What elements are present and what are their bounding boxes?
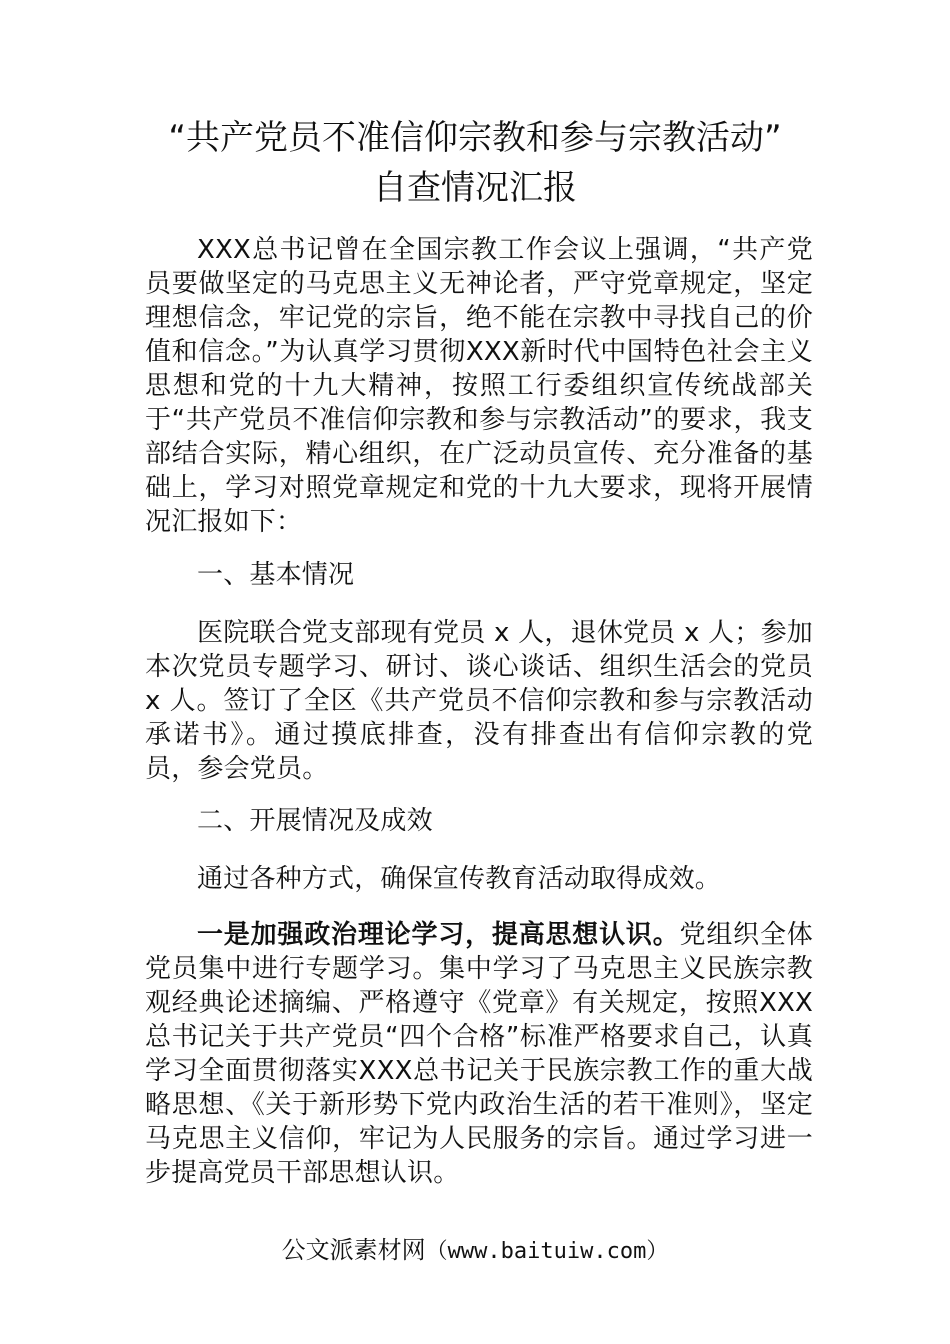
point-1-paragraph [145, 918, 813, 1190]
footer-site-name: 公文派素材网 [281, 1236, 426, 1264]
section-2-intro-paragraph: 通过各种方式，确保宣传教育活动取得成效。 [197, 864, 722, 894]
document-title-line-1: “共产党员不准信仰宗教和参与宗教活动” [168, 118, 782, 158]
point-1-lead: 一是加强政治理论学习，提高思想认识。 [197, 920, 680, 950]
watermark-footer [0, 1234, 950, 1268]
section-1-paragraph: 医院联合党支部现有党员 x 人，退休党员 x 人；参加本次党员专题学习、研讨、谈心谈话、组织生活会的党员 x 人。签订了全区《共产党员不信仰宗教和参与宗教活动承诺书》。通过摸底排查，没有排查出有信仰宗教的党员，参会党员。 [145, 618, 813, 784]
footer-url: （www.baituiw.com） [425, 1239, 669, 1264]
document-title-line-2: 自查情况汇报 [373, 168, 577, 208]
section-1-heading: 一、基本情况 [197, 560, 355, 590]
section-2-heading: 二、开展情况及成效 [197, 806, 433, 836]
point-1-text: 党组织全体党员集中进行专题学习。集中学习了马克思主义民族宗教观经典论述摘编、严格遵守《党章》有关规定，按照XXX总书记关于共产党员“四个合格”标准严格要求自己，认真学习全面贯彻落实XXX总书记关于民族宗教工作的重大战略思想、《关于新形势下党内政治生活的若干准则》，坚定马克思主义信仰，牢记为人民服务的宗旨。通过学习进一步提高党员干部思想认识。 [145, 920, 813, 1188]
intro-paragraph: XXX总书记曾在全国宗教工作会议上强调，“共产党员要做坚定的马克思主义无神论者，严守党章规定，坚定理想信念，牢记党的宗旨，绝不能在宗教中寻找自己的价值和信念。”为认真学习贯彻XXX新时代中国特色社会主义思想和党的十九大精神，按照工行委组织宣传统战部关于“共产党员不准信仰宗教和参与宗教活动”的要求，我支部结合实际，精心组织，在广泛动员宣传、充分准备的基础上，学习对照党章规定和党的十九大要求，现将开展情况汇报如下： [145, 235, 813, 537]
